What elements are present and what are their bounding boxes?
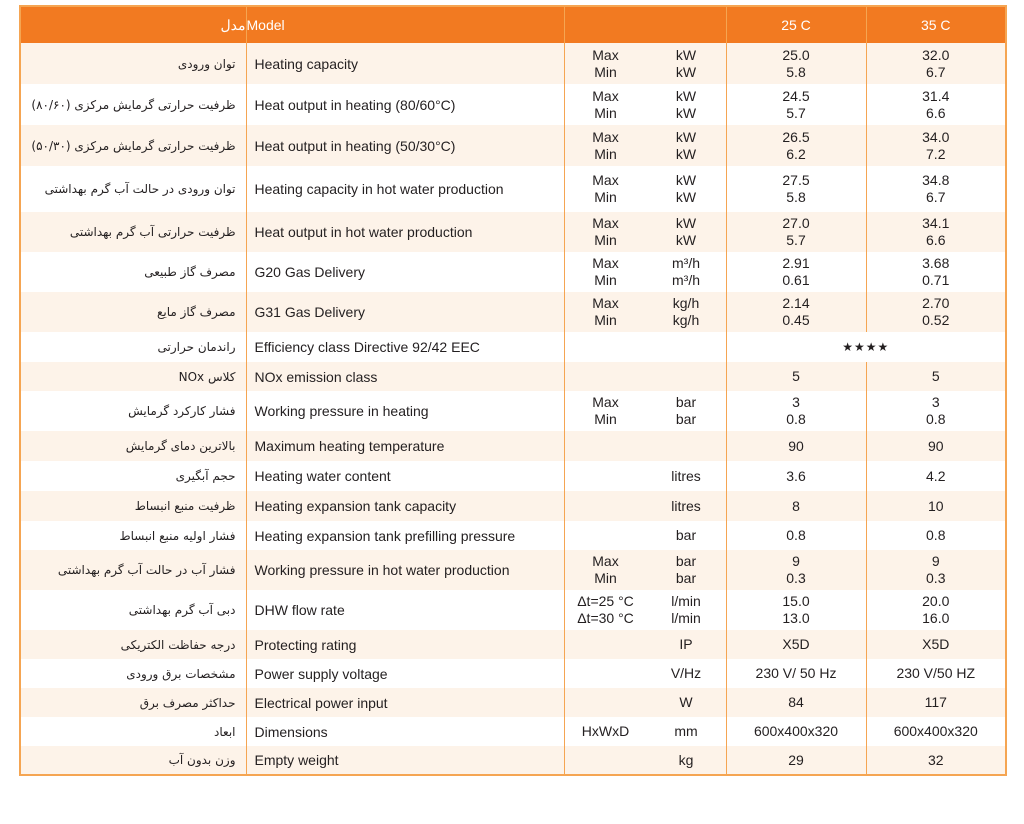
- value-line: 32.0: [922, 46, 950, 63]
- value-line: 117: [924, 694, 947, 710]
- value-line: 5.8: [786, 189, 806, 205]
- unit-label: mm: [674, 723, 698, 739]
- value-line: 6.7: [926, 63, 946, 80]
- param-name-fa: بالاترین دمای گرمایش: [20, 431, 246, 461]
- value-25c: [726, 746, 866, 775]
- table-row: [20, 362, 1006, 391]
- sub-label-cell: [564, 166, 726, 212]
- value-25c: [726, 550, 866, 590]
- table-row: [20, 84, 1006, 125]
- value-line: 3.6: [786, 467, 806, 484]
- table-row: [20, 125, 1006, 166]
- value-35c: [866, 746, 1006, 775]
- value-line: 6.7: [926, 189, 946, 205]
- unit-label: V/Hz: [670, 665, 702, 681]
- unit-label: bar: [675, 570, 697, 586]
- sub-label: Max: [592, 128, 619, 145]
- sub-label-cell: [564, 431, 726, 461]
- value-35c: [866, 521, 1006, 550]
- value-line: 0.8: [926, 411, 946, 427]
- unit-label: kW: [675, 128, 697, 145]
- table-row: [20, 688, 1006, 717]
- unit-label: kW: [675, 172, 697, 188]
- sub-label-cell: [564, 746, 726, 775]
- value-line: 25.0: [782, 46, 810, 63]
- table-row: [20, 590, 1006, 630]
- value-line: 3: [792, 394, 800, 410]
- param-name-fa: ظرفیت حرارتی آب گرم بهداشتی: [20, 212, 246, 252]
- value-line: X5D: [922, 636, 950, 652]
- value-line: 9: [931, 553, 940, 569]
- value-35c: [866, 391, 1006, 431]
- value-line: 0.61: [782, 272, 810, 288]
- param-name-en: G20 Gas Delivery: [246, 252, 564, 292]
- unit-label: kW: [675, 189, 697, 205]
- value-line: 84: [788, 694, 804, 710]
- table-row: [20, 461, 1006, 491]
- sub-label: [565, 694, 647, 711]
- sub-label-cell: [564, 212, 726, 252]
- unit-label: litres: [671, 467, 701, 484]
- sub-label: [565, 665, 647, 682]
- param-name-en: Power supply voltage: [246, 659, 564, 688]
- sub-label: Max: [592, 553, 619, 569]
- unit-label: W: [679, 694, 693, 710]
- param-name-en: Heating capacity in hot water production: [246, 166, 564, 212]
- value-35c: [866, 43, 1006, 84]
- unit-label: bar: [675, 553, 697, 569]
- unit-label: kW: [675, 145, 697, 162]
- sub-label: Δt=30 °C: [577, 610, 634, 626]
- value-35c: [866, 212, 1006, 252]
- value-line: 0.8: [926, 527, 946, 543]
- value-35c: [866, 362, 1006, 391]
- value-line: 8: [792, 497, 800, 514]
- value-25c: [726, 431, 866, 461]
- unit-label: bar: [675, 394, 697, 410]
- value-line: 16.0: [922, 610, 950, 626]
- value-line: 5.7: [786, 232, 806, 248]
- param-name-fa: فشار آب در حالت آب گرم بهداشتی: [20, 550, 246, 590]
- unit-label: m³/h: [672, 255, 700, 271]
- value-line: 29: [788, 751, 804, 768]
- value-line: 6.6: [926, 104, 946, 121]
- unit-label: kg/h: [672, 295, 700, 311]
- value-line: 31.4: [922, 87, 950, 104]
- param-name-fa: فشار اولیه منبع انبساط: [20, 521, 246, 550]
- param-name-en: Maximum heating temperature: [246, 431, 564, 461]
- table-row: [20, 43, 1006, 84]
- spec-table: [19, 5, 1007, 776]
- unit-label: kW: [675, 215, 697, 231]
- value-35c: [866, 252, 1006, 292]
- value-line: 27.5: [782, 172, 810, 188]
- value-line: 6.2: [786, 145, 806, 162]
- value-35c: [866, 491, 1006, 521]
- value-line: 13.0: [782, 610, 810, 626]
- value-35c: [866, 461, 1006, 491]
- table-row: [20, 252, 1006, 292]
- unit-label: kg: [678, 751, 694, 768]
- value-line: 5: [931, 368, 940, 384]
- value-35c: [866, 166, 1006, 212]
- sub-label-cell: [564, 491, 726, 521]
- sub-label: Max: [592, 215, 619, 231]
- sub-label-cell: [564, 125, 726, 166]
- param-name-fa: درجه حفاظت الکتریکی: [20, 630, 246, 659]
- sub-label-cell: [564, 688, 726, 717]
- value-line: 24.5: [782, 87, 810, 104]
- table-row: [20, 746, 1006, 775]
- header-model-35c: 35 C: [920, 17, 951, 33]
- value-35c: [866, 125, 1006, 166]
- sub-label: Max: [592, 295, 619, 311]
- table-row: [20, 332, 1006, 362]
- unit-label: kW: [675, 232, 697, 248]
- sub-label-cell: [564, 521, 726, 550]
- value-line: 0.8: [786, 411, 806, 427]
- param-name-en: DHW flow rate: [246, 590, 564, 630]
- param-name-en: Dimensions: [246, 717, 564, 746]
- value-line: 230 V/50 HZ: [896, 665, 976, 681]
- value-line: 0.3: [786, 570, 806, 586]
- table-row: [20, 521, 1006, 550]
- value-35c: [866, 630, 1006, 659]
- sub-label-cell: [564, 590, 726, 630]
- param-name-fa: ظرفیت منبع انبساط: [20, 491, 246, 521]
- sub-label-cell: [564, 252, 726, 292]
- param-name-en: Empty weight: [246, 746, 564, 775]
- param-name-fa: حداکثر مصرف برق: [20, 688, 246, 717]
- value-25c: [726, 125, 866, 166]
- value-line: 5.8: [786, 63, 806, 80]
- sub-label: Δt=25 °C: [577, 593, 634, 609]
- unit-label: m³/h: [672, 272, 700, 288]
- sub-label-cell: [564, 43, 726, 84]
- value-line: 0.71: [922, 272, 950, 288]
- value-35c: [866, 590, 1006, 630]
- param-name-fa: ظرفیت حرارتی گرمایش مرکزی (۵۰/۳۰): [20, 125, 246, 166]
- value-line: 9: [792, 553, 800, 569]
- param-name-fa: توان ورودی در حالت آب گرم بهداشتی: [20, 166, 246, 212]
- value-line: 2.14: [782, 295, 810, 311]
- sub-label: Min: [594, 189, 617, 205]
- value-line: 230 V/ 50 Hz: [755, 665, 837, 681]
- unit-label: kW: [675, 46, 697, 63]
- sub-label-cell: [564, 717, 726, 746]
- header-model-25c: 25 C: [726, 6, 866, 43]
- value-line: 6.6: [926, 232, 946, 248]
- sub-label: Min: [594, 272, 617, 288]
- value-line: 32: [927, 751, 944, 768]
- sub-label-cell: [564, 659, 726, 688]
- param-name-fa: توان ورودی: [20, 43, 246, 84]
- value-line: 3: [931, 394, 940, 410]
- value-line: 0.3: [926, 570, 946, 586]
- value-35c: [866, 84, 1006, 125]
- sub-label-cell: [564, 332, 726, 362]
- sub-label: Min: [594, 312, 617, 328]
- sub-label: [565, 752, 647, 769]
- header-model-fa: مدل: [20, 6, 246, 43]
- value-25c: [726, 43, 866, 84]
- table-header: [20, 6, 1006, 43]
- value-line: 5: [792, 368, 800, 384]
- value-line: 90: [927, 437, 944, 454]
- sub-label: HxWxD: [581, 723, 630, 739]
- sub-label-cell: [564, 391, 726, 431]
- table-row: [20, 550, 1006, 590]
- efficiency-stars: ★★★★: [842, 340, 890, 354]
- param-name-en: Protecting rating: [246, 630, 564, 659]
- param-name-en: Electrical power input: [246, 688, 564, 717]
- sub-label: Min: [594, 63, 617, 80]
- sub-label: Max: [592, 46, 619, 63]
- value-line: 26.5: [782, 128, 810, 145]
- sub-label: Min: [594, 104, 617, 121]
- param-name-fa: مصرف گاز مایع: [20, 292, 246, 332]
- param-name-fa: ظرفیت حرارتی گرمایش مرکزی (۸۰/۶۰): [20, 84, 246, 125]
- value-25c: [726, 717, 866, 746]
- value-line: 34.8: [922, 172, 950, 188]
- header-model-en: Model: [246, 6, 564, 43]
- param-name-fa: راندمان حرارتی: [20, 332, 246, 362]
- value-35c: [866, 659, 1006, 688]
- param-name-en: Heating expansion tank prefilling pressure: [246, 521, 564, 550]
- value-25c: [726, 630, 866, 659]
- table-row: [20, 717, 1006, 746]
- sub-label-cell: [564, 362, 726, 391]
- value-25c: [726, 84, 866, 125]
- param-name-en: G31 Gas Delivery: [246, 292, 564, 332]
- param-name-fa: حجم آبگیری: [20, 461, 246, 491]
- sub-label: Min: [594, 145, 617, 162]
- value-line: 0.45: [782, 312, 810, 328]
- value-25c: [726, 292, 866, 332]
- value-25c: [726, 212, 866, 252]
- value-35c: [866, 688, 1006, 717]
- value-35c: [866, 550, 1006, 590]
- value-25c: [726, 252, 866, 292]
- param-name-en: Heating water content: [246, 461, 564, 491]
- unit-label: litres: [671, 497, 701, 514]
- unit-label: kW: [675, 63, 697, 80]
- sub-label: Max: [592, 172, 619, 188]
- param-name-fa: فشار کارکرد گرمایش: [20, 391, 246, 431]
- param-name-fa: ابعاد: [20, 717, 246, 746]
- param-name-fa: کلاس NOx: [20, 362, 246, 391]
- param-name-fa: دبی آب گرم بهداشتی: [20, 590, 246, 630]
- value-line: 34.1: [922, 215, 950, 231]
- value-line: 0.52: [922, 312, 950, 328]
- value-line: 3.68: [922, 255, 950, 271]
- sub-label: [565, 498, 647, 515]
- value-line: 2.70: [922, 295, 950, 311]
- value-line: 27.0: [782, 215, 810, 231]
- sub-label-cell: [564, 630, 726, 659]
- param-name-en: Heat output in heating (50/30°C): [246, 125, 564, 166]
- value-line: 7.2: [926, 145, 946, 162]
- value-line: X5D: [782, 636, 810, 652]
- param-name-en: Heating capacity: [246, 43, 564, 84]
- value-line: 0.8: [786, 527, 806, 543]
- unit-label: kg/h: [672, 312, 700, 328]
- param-name-fa: مشخصات برق ورودی: [20, 659, 246, 688]
- value-25c: [726, 688, 866, 717]
- value-35c: [866, 292, 1006, 332]
- table-row: [20, 292, 1006, 332]
- value-35c: [866, 717, 1006, 746]
- value-line: 600x400x320: [893, 723, 978, 739]
- param-name-fa: مصرف گاز طبیعی: [20, 252, 246, 292]
- value-25c: [726, 362, 866, 391]
- sub-label: [565, 468, 647, 485]
- unit-label: bar: [675, 411, 697, 427]
- unit-label: IP: [679, 636, 693, 652]
- sub-label: [565, 527, 647, 544]
- value-25c: [726, 659, 866, 688]
- value-line: 15.0: [782, 593, 810, 609]
- sub-label: [565, 636, 647, 653]
- param-name-en: Heat output in hot water production: [246, 212, 564, 252]
- sub-label: Max: [592, 255, 619, 271]
- sub-label-cell: [564, 461, 726, 491]
- unit-label: l/min: [671, 610, 701, 626]
- param-name-en: Working pressure in hot water production: [246, 550, 564, 590]
- value-line: 10: [927, 497, 944, 514]
- sub-label-cell: [564, 550, 726, 590]
- value-25c: [726, 461, 866, 491]
- sub-label: Min: [594, 570, 617, 586]
- param-name-en: Efficiency class Directive 92/42 EEC: [246, 332, 564, 362]
- sub-label: Max: [592, 87, 619, 104]
- value-line: 5.7: [786, 104, 806, 121]
- header-units: [564, 6, 726, 43]
- value-25c: [726, 590, 866, 630]
- value-25c: [726, 521, 866, 550]
- param-name-fa: وزن بدون آب: [20, 746, 246, 775]
- value-line: 2.91: [782, 255, 810, 271]
- unit-label: l/min: [671, 593, 701, 609]
- value-25c: [726, 391, 866, 431]
- unit-label: kW: [675, 87, 697, 104]
- sub-label: Min: [594, 232, 617, 248]
- sub-label-cell: [564, 84, 726, 125]
- param-name-en: Heating expansion tank capacity: [246, 491, 564, 521]
- param-name-en: NOx emission class: [246, 362, 564, 391]
- param-name-en: Working pressure in heating: [246, 391, 564, 431]
- table-row: [20, 630, 1006, 659]
- value-25c: [726, 166, 866, 212]
- table-row: [20, 491, 1006, 521]
- sub-label: Max: [592, 394, 619, 410]
- sub-label-cell: [564, 292, 726, 332]
- param-name-en: Heat output in heating (80/60°C): [246, 84, 564, 125]
- value-line: 34.0: [922, 128, 950, 145]
- table-row: [20, 431, 1006, 461]
- value-line: 600x400x320: [753, 723, 839, 739]
- table-row: [20, 212, 1006, 252]
- sub-label: Min: [594, 411, 617, 427]
- unit-label: bar: [675, 527, 697, 543]
- value-35c: [866, 431, 1006, 461]
- value-line: 4.2: [926, 467, 946, 484]
- value-line: 90: [788, 437, 804, 454]
- value-25c: [726, 491, 866, 521]
- table-row: [20, 166, 1006, 212]
- table-row: [20, 391, 1006, 431]
- table-row: [20, 659, 1006, 688]
- unit-label: kW: [675, 104, 697, 121]
- value-line: 20.0: [922, 593, 950, 609]
